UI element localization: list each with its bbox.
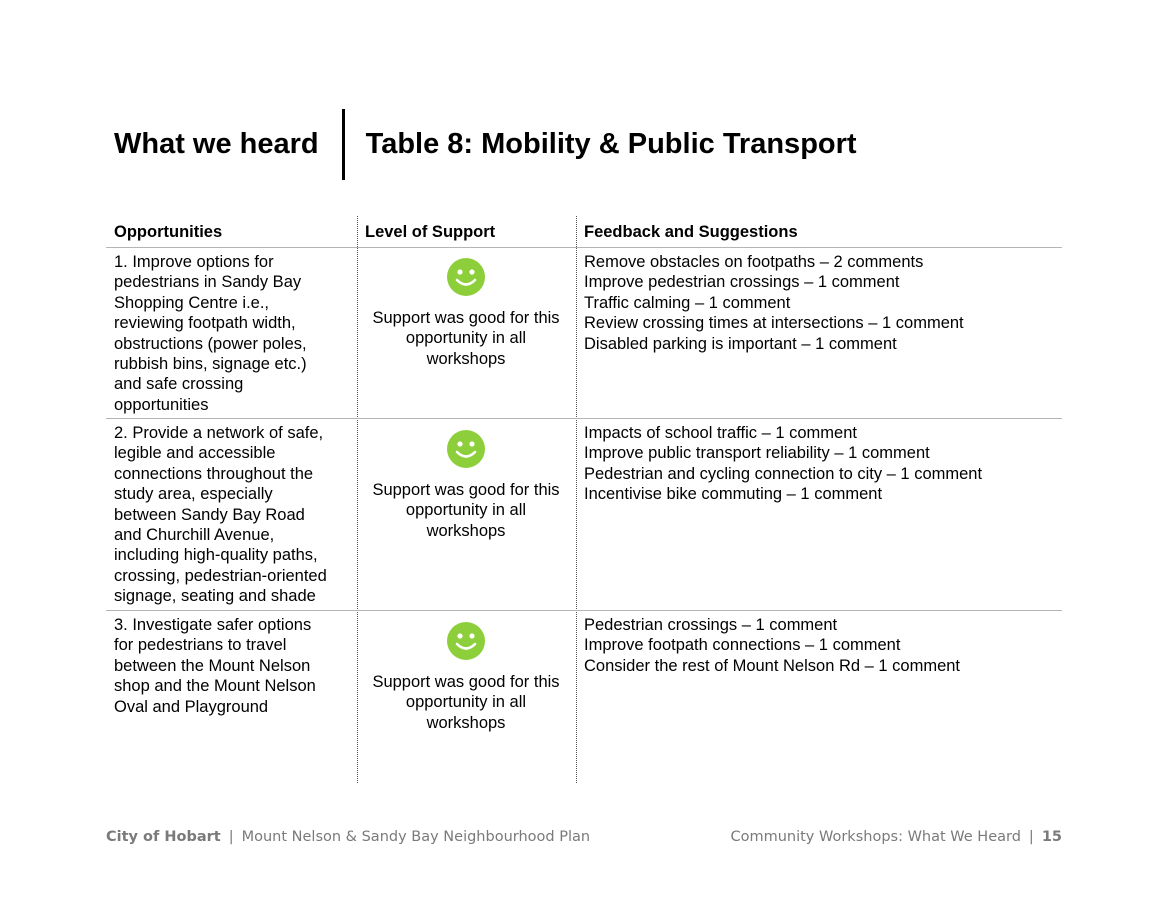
smiley-face-icon bbox=[446, 257, 486, 297]
footer-section: Community Workshops: What We Heard bbox=[730, 829, 1021, 845]
feedback-item: Incentivise bike commuting – 1 comment bbox=[584, 485, 883, 504]
page-number: 15 bbox=[1041, 829, 1062, 845]
support-text-1: Support was good for this opportunity in all workshops bbox=[372, 309, 560, 368]
support-cell-3 bbox=[358, 621, 574, 733]
page-title: Table 8: Mobility & Public Transport bbox=[365, 127, 857, 160]
header-divider bbox=[342, 109, 345, 180]
support-cell-1 bbox=[358, 257, 574, 369]
footer-plan: Mount Nelson & Sandy Bay Neighbourhood Plan bbox=[241, 829, 591, 845]
smiley-face-icon bbox=[446, 429, 486, 469]
feedback-list-1 bbox=[584, 252, 964, 354]
feedback-item: Review crossing times at intersections – 1 comment bbox=[584, 314, 964, 333]
feedback-list-3 bbox=[584, 615, 960, 676]
feedback-item: Pedestrian and cycling connection to city – 1 comment bbox=[584, 464, 983, 483]
footer-left bbox=[106, 829, 590, 845]
feedback-item: Traffic calming – 1 comment bbox=[584, 293, 791, 312]
footer-right bbox=[730, 829, 1062, 845]
footer-separator: | bbox=[1028, 829, 1034, 845]
feedback-list-2 bbox=[584, 423, 982, 505]
feedback-item: Impacts of school traffic – 1 comment bbox=[584, 424, 857, 442]
opportunity-2: 2. Provide a network of safe, legible and accessible connections throughout the study area, especially between Sandy Bay Road and Churchill Avenue, including high-quality paths, crossing, pedestrian-oriented signage, seating and shade bbox=[114, 424, 327, 606]
feedback-item: Improve footpath connections – 1 comment bbox=[584, 636, 901, 655]
feedback-item: Remove obstacles on footpaths – 2 comments bbox=[584, 253, 924, 271]
feedback-item: Consider the rest of Mount Nelson Rd – 1 comment bbox=[584, 656, 961, 675]
opportunity-3: 3. Investigate safer options for pedestrians to travel between the Mount Nelson shop and the Mount Nelson Oval and Playground bbox=[114, 616, 316, 716]
support-cell-2 bbox=[358, 429, 574, 541]
section-heading: What we heard bbox=[114, 127, 319, 160]
feedback-item: Improve public transport reliability – 1 comment bbox=[584, 444, 930, 463]
footer-org: City of Hobart bbox=[106, 829, 221, 845]
feedback-item: Pedestrian crossings – 1 comment bbox=[584, 616, 838, 634]
support-text-3: Support was good for this opportunity in all workshops bbox=[372, 673, 560, 732]
opportunity-1: 1. Improve options for pedestrians in Sandy Bay Shopping Centre i.e., reviewing footpath width, obstructions (power poles, rubbish bins, signage etc.) and safe crossing opportunities bbox=[114, 253, 307, 414]
smiley-face-icon bbox=[446, 621, 486, 661]
footer-separator: | bbox=[228, 829, 234, 845]
row-divider bbox=[106, 247, 1062, 248]
support-text-2: Support was good for this opportunity in all workshops bbox=[372, 481, 560, 540]
feedback-item: Improve pedestrian crossings – 1 comment bbox=[584, 273, 900, 292]
column-header-opportunities: Opportunities bbox=[114, 223, 223, 241]
column-divider bbox=[576, 216, 577, 783]
row-divider bbox=[106, 610, 1062, 611]
mobility-table bbox=[106, 216, 1062, 783]
column-header-level-of-support: Level of Support bbox=[365, 223, 496, 241]
row-divider bbox=[106, 418, 1062, 419]
column-header-feedback: Feedback and Suggestions bbox=[584, 223, 798, 241]
feedback-item: Disabled parking is important – 1 comment bbox=[584, 334, 897, 353]
page-header bbox=[114, 108, 857, 180]
